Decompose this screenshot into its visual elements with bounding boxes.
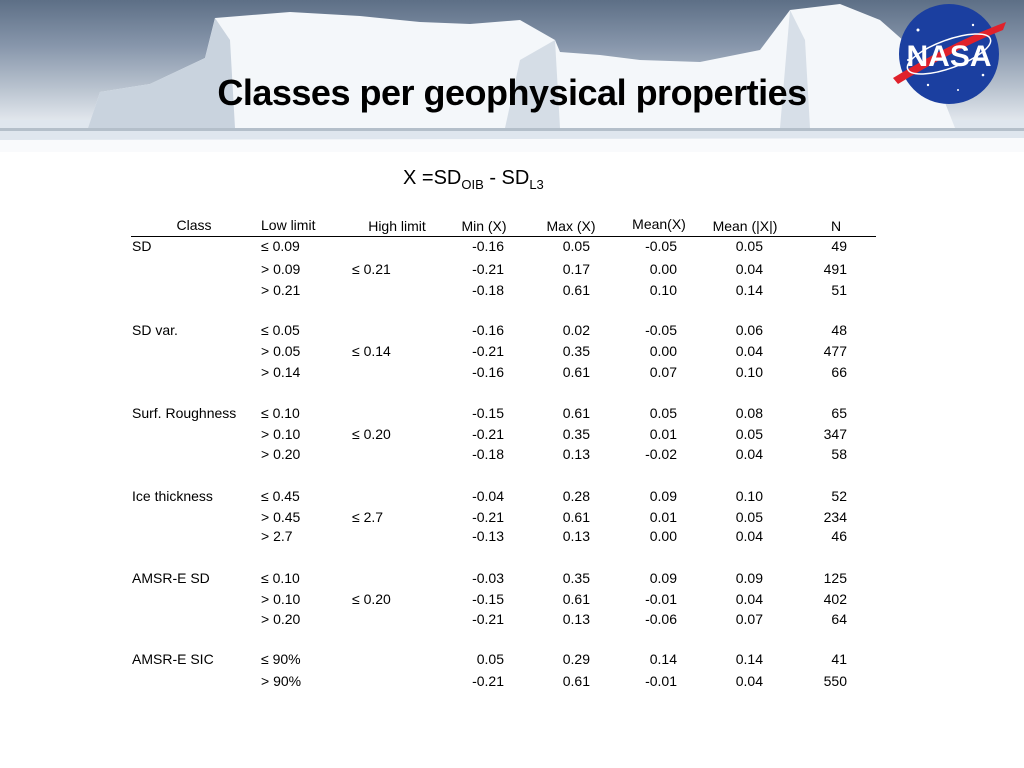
table-cell-mean-abs-x: 0.07 xyxy=(735,611,763,627)
table-cell-max-x: 0.13 xyxy=(562,528,590,544)
table-cell-low-limit: > 0.10 xyxy=(261,591,301,607)
table-cell-n: 49 xyxy=(831,238,847,254)
table-cell-n: 550 xyxy=(823,673,847,689)
table-cell-mean-x: 0.14 xyxy=(649,651,677,667)
table-cell-high-limit: ≤ 2.7 xyxy=(352,509,384,525)
table-cell-low-limit: ≤ 0.45 xyxy=(261,488,300,504)
svg-text:NASA: NASA xyxy=(906,40,992,73)
table-cell-mean-abs-x: 0.05 xyxy=(735,238,763,254)
table-cell-mean-abs-x: 0.04 xyxy=(735,446,763,462)
table-cell-n: 58 xyxy=(831,446,847,462)
table-cell-mean-abs-x: 0.10 xyxy=(735,364,763,380)
table-cell-high-limit: ≤ 0.20 xyxy=(352,591,391,607)
table-cell-mean-x: 0.01 xyxy=(649,509,677,525)
table-cell-low-limit: ≤ 0.10 xyxy=(261,570,300,586)
table-cell-mean-abs-x: 0.06 xyxy=(735,322,763,338)
table-cell-max-x: 0.61 xyxy=(562,282,590,298)
table-cell-low-limit: ≤ 0.10 xyxy=(261,405,300,421)
table-cell-max-x: 0.61 xyxy=(562,405,590,421)
table-cell-mean-abs-x: 0.04 xyxy=(735,261,763,277)
table-cell-mean-x: 0.00 xyxy=(649,528,677,544)
table-cell-min-x: -0.21 xyxy=(472,261,504,277)
column-header-mean-x: Mean(X) xyxy=(632,216,686,232)
table-cell-max-x: 0.61 xyxy=(562,673,590,689)
nasa-logo-icon xyxy=(888,0,1010,108)
table-cell-mean-x: 0.09 xyxy=(649,570,677,586)
table-cell-class: AMSR-E SIC xyxy=(132,651,214,667)
column-header-low-limit: Low limit xyxy=(261,217,316,233)
table-cell-max-x: 0.35 xyxy=(562,570,590,586)
table-cell-low-limit: > 90% xyxy=(261,673,302,689)
table-cell-max-x: 0.13 xyxy=(562,611,590,627)
table-cell-low-limit: > 0.21 xyxy=(261,282,301,298)
table-cell-n: 234 xyxy=(823,509,847,525)
table-cell-n: 477 xyxy=(823,343,847,359)
table-cell-mean-x: 0.09 xyxy=(649,488,677,504)
table-cell-min-x: -0.21 xyxy=(472,426,504,442)
table-cell-n: 65 xyxy=(831,405,847,421)
table-cell-min-x: -0.18 xyxy=(472,282,504,298)
column-header-max-x: Max (X) xyxy=(546,218,596,234)
table-cell-n: 46 xyxy=(831,528,847,544)
table-cell-class: SD xyxy=(132,238,152,254)
table-cell-low-limit: > 0.05 xyxy=(261,343,301,359)
formula: $X =SD_{OIB} - SD_{L3}$ xyxy=(403,167,544,192)
column-header-mean-abs-x: Mean (|X|) xyxy=(712,218,778,234)
table-cell-mean-x: -0.02 xyxy=(645,446,677,462)
table-cell-class: Ice thickness xyxy=(132,488,213,504)
table-cell-low-limit: > 0.09 xyxy=(261,261,301,277)
table-cell-n: 48 xyxy=(831,322,847,338)
table-cell-mean-x: 0.05 xyxy=(649,405,677,421)
table-cell-n: 402 xyxy=(823,591,847,607)
column-header-min-x: Min (X) xyxy=(461,218,507,234)
table-cell-mean-x: 0.00 xyxy=(649,343,677,359)
table-cell-n: 51 xyxy=(831,282,847,298)
table-cell-min-x: -0.16 xyxy=(472,238,504,254)
table-cell-mean-x: -0.01 xyxy=(645,673,677,689)
table-cell-min-x: -0.21 xyxy=(472,509,504,525)
table-cell-mean-x: 0.10 xyxy=(649,282,677,298)
table-cell-mean-abs-x: 0.04 xyxy=(735,528,763,544)
table-cell-min-x: -0.21 xyxy=(472,611,504,627)
column-header-n: N xyxy=(830,218,842,234)
table-cell-min-x: -0.04 xyxy=(472,488,504,504)
column-header-class: Class xyxy=(176,217,212,233)
table-cell-low-limit: > 0.10 xyxy=(261,426,301,442)
table-cell-min-x: -0.16 xyxy=(472,364,504,380)
table-cell-mean-x: 0.01 xyxy=(649,426,677,442)
table-cell-low-limit: ≤ 0.05 xyxy=(261,322,300,338)
table-cell-max-x: 0.17 xyxy=(562,261,590,277)
table-cell-min-x: -0.21 xyxy=(472,343,504,359)
table-cell-min-x: -0.16 xyxy=(472,322,504,338)
table-cell-mean-abs-x: 0.10 xyxy=(735,488,763,504)
table-cell-mean-x: 0.07 xyxy=(649,364,677,380)
table-cell-mean-abs-x: 0.14 xyxy=(735,651,763,667)
table-cell-mean-x: -0.06 xyxy=(645,611,677,627)
table-cell-mean-abs-x: 0.09 xyxy=(735,570,763,586)
table-cell-min-x: 0.05 xyxy=(476,651,504,667)
table-cell-low-limit: > 0.14 xyxy=(261,364,301,380)
table-cell-min-x: -0.03 xyxy=(472,570,504,586)
table-cell-mean-x: -0.05 xyxy=(645,238,677,254)
table-cell-low-limit: > 0.45 xyxy=(261,509,301,525)
table-cell-max-x: 0.02 xyxy=(562,322,590,338)
table-cell-max-x: 0.05 xyxy=(562,238,590,254)
table-cell-max-x: 0.35 xyxy=(562,426,590,442)
table-cell-mean-abs-x: 0.04 xyxy=(735,591,763,607)
table-cell-mean-x: 0.00 xyxy=(649,261,677,277)
table-cell-low-limit: > 0.20 xyxy=(261,446,301,462)
table-cell-mean-abs-x: 0.04 xyxy=(735,673,763,689)
table-cell-class: Surf. Roughness xyxy=(132,405,237,421)
table-cell-n: 66 xyxy=(831,364,847,380)
table-cell-min-x: -0.15 xyxy=(472,405,504,421)
table-cell-low-limit: > 0.20 xyxy=(261,611,301,627)
table-cell-n: 41 xyxy=(831,651,847,667)
table-cell-mean-x: -0.01 xyxy=(645,591,677,607)
table-cell-n: 347 xyxy=(823,426,847,442)
table-cell-mean-abs-x: 0.05 xyxy=(735,509,763,525)
table-cell-class: SD var. xyxy=(132,322,178,338)
table-cell-mean-x: -0.05 xyxy=(645,322,677,338)
table-cell-high-limit: ≤ 0.20 xyxy=(352,426,391,442)
table-cell-n: 64 xyxy=(831,611,847,627)
table-cell-low-limit: > 2.7 xyxy=(261,528,293,544)
table-cell-max-x: 0.35 xyxy=(562,343,590,359)
table-cell-min-x: -0.15 xyxy=(472,591,504,607)
table-cell-max-x: 0.28 xyxy=(562,488,590,504)
table-cell-max-x: 0.61 xyxy=(562,591,590,607)
table-cell-mean-abs-x: 0.05 xyxy=(735,426,763,442)
table-cell-min-x: -0.18 xyxy=(472,446,504,462)
table-cell-high-limit: ≤ 0.21 xyxy=(352,261,391,277)
table-cell-mean-abs-x: 0.04 xyxy=(735,343,763,359)
column-header-high-limit: High limit xyxy=(368,218,426,234)
table-cell-max-x: 0.61 xyxy=(562,364,590,380)
header-rule xyxy=(131,236,876,237)
table-cell-mean-abs-x: 0.08 xyxy=(735,405,763,421)
table-cell-max-x: 0.13 xyxy=(562,446,590,462)
table-cell-min-x: -0.13 xyxy=(472,528,504,544)
table-cell-low-limit: ≤ 0.09 xyxy=(261,238,300,254)
table-cell-low-limit: ≤ 90% xyxy=(261,651,301,667)
slide-title: Classes per geophysical properties xyxy=(217,72,807,113)
table-cell-n: 491 xyxy=(823,261,847,277)
table-cell-max-x: 0.61 xyxy=(562,509,590,525)
table-cell-high-limit: ≤ 0.14 xyxy=(352,343,391,359)
table-cell-max-x: 0.29 xyxy=(562,651,590,667)
table-cell-mean-abs-x: 0.14 xyxy=(735,282,763,298)
table-cell-class: AMSR-E SD xyxy=(132,570,210,586)
table-cell-n: 125 xyxy=(823,570,847,586)
table-cell-n: 52 xyxy=(831,488,847,504)
table-cell-min-x: -0.21 xyxy=(472,673,504,689)
